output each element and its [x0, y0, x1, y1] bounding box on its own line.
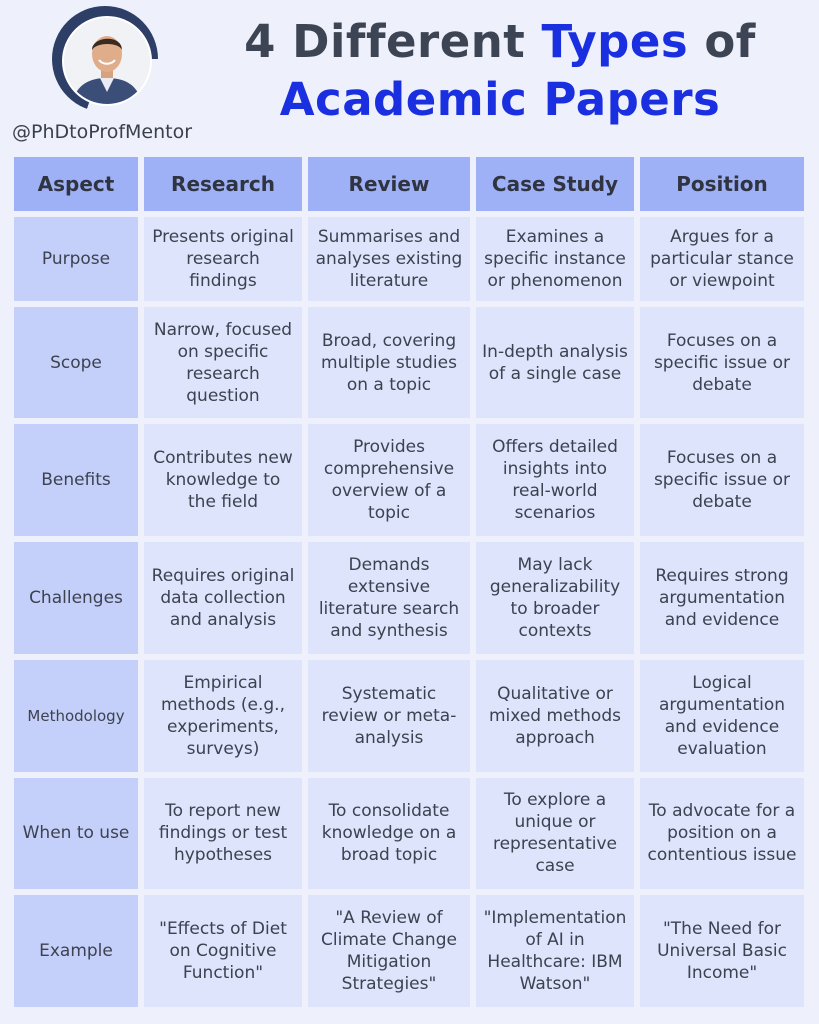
table-cell: Demands extensive literature search and synthesis: [308, 542, 470, 654]
table-cell: Requires strong argumentation and evidence: [640, 542, 804, 654]
page-title-line1: [215, 14, 785, 70]
column-header-research: Research: [144, 157, 302, 211]
table-cell: Systematic review or meta-analysis: [308, 660, 470, 772]
table-cell: Focuses on a specific issue or debate: [640, 307, 804, 419]
table-cell: "Implementation of AI in Healthcare: IBM Watson": [476, 895, 634, 1007]
table-cell: Broad, covering multiple studies on a topic: [308, 307, 470, 419]
avatar-portrait-icon: [64, 18, 150, 104]
table-cell: In-depth analysis of a single case: [476, 307, 634, 419]
author-handle: @PhDtoProfMentor: [12, 121, 193, 143]
title-part2: of: [704, 15, 756, 68]
page-title-line2: Academic Papers: [279, 73, 721, 126]
column-header-position: Position: [640, 157, 804, 211]
table-cell: Provides comprehensive overview of a topic: [308, 424, 470, 536]
table-cell: To report new findings or test hypotheses: [144, 778, 302, 890]
table-row: [14, 778, 804, 890]
column-header-case-study: Case Study: [476, 157, 634, 211]
table-cell: Offers detailed insights into real-world scenarios: [476, 424, 634, 536]
table-row: [14, 217, 804, 301]
table-cell: Empirical methods (e.g., experiments, surveys): [144, 660, 302, 772]
header-row: [14, 157, 804, 211]
row-label-example: Example: [14, 895, 138, 1007]
title-part1: 4 Different: [244, 15, 526, 68]
table-cell: Narrow, focused on specific research question: [144, 307, 302, 419]
row-label-methodology: Methodology: [14, 660, 138, 772]
table-cell: Examines a specific instance or phenomenon: [476, 217, 634, 301]
table-cell: To consolidate knowledge on a broad topic: [308, 778, 470, 890]
table-cell: Argues for a particular stance or viewpoint: [640, 217, 804, 301]
table-cell: "Effects of Diet on Cognitive Function": [144, 895, 302, 1007]
title-highlight: Types: [541, 15, 689, 68]
comparison-table: [8, 151, 810, 1013]
table-row: [14, 895, 804, 1007]
table-cell: Focuses on a specific issue or debate: [640, 424, 804, 536]
table-row: [14, 307, 804, 419]
column-header-aspect: Aspect: [14, 157, 138, 211]
table-row: [14, 424, 804, 536]
table-cell: May lack generalizability to broader contexts: [476, 542, 634, 654]
table-cell: To explore a unique or representative case: [476, 778, 634, 890]
table-cell: Summarises and analyses existing literature: [308, 217, 470, 301]
table-cell: To advocate for a position on a contentious issue: [640, 778, 804, 890]
row-label-when-to-use: When to use: [14, 778, 138, 890]
table-cell: "The Need for Universal Basic Income": [640, 895, 804, 1007]
table-cell: "A Review of Climate Change Mitigation Strategies": [308, 895, 470, 1007]
table-cell: Qualitative or mixed methods approach: [476, 660, 634, 772]
table-cell: Logical argumentation and evidence evaluation: [640, 660, 804, 772]
table-cell: Requires original data collection and analysis: [144, 542, 302, 654]
row-label-purpose: Purpose: [14, 217, 138, 301]
column-header-review: Review: [308, 157, 470, 211]
row-label-challenges: Challenges: [14, 542, 138, 654]
row-label-scope: Scope: [14, 307, 138, 419]
table-cell: Presents original research findings: [144, 217, 302, 301]
avatar: [62, 16, 152, 106]
table-row: [14, 542, 804, 654]
table-row: [14, 660, 804, 772]
row-label-benefits: Benefits: [14, 424, 138, 536]
table-cell: Contributes new knowledge to the field: [144, 424, 302, 536]
